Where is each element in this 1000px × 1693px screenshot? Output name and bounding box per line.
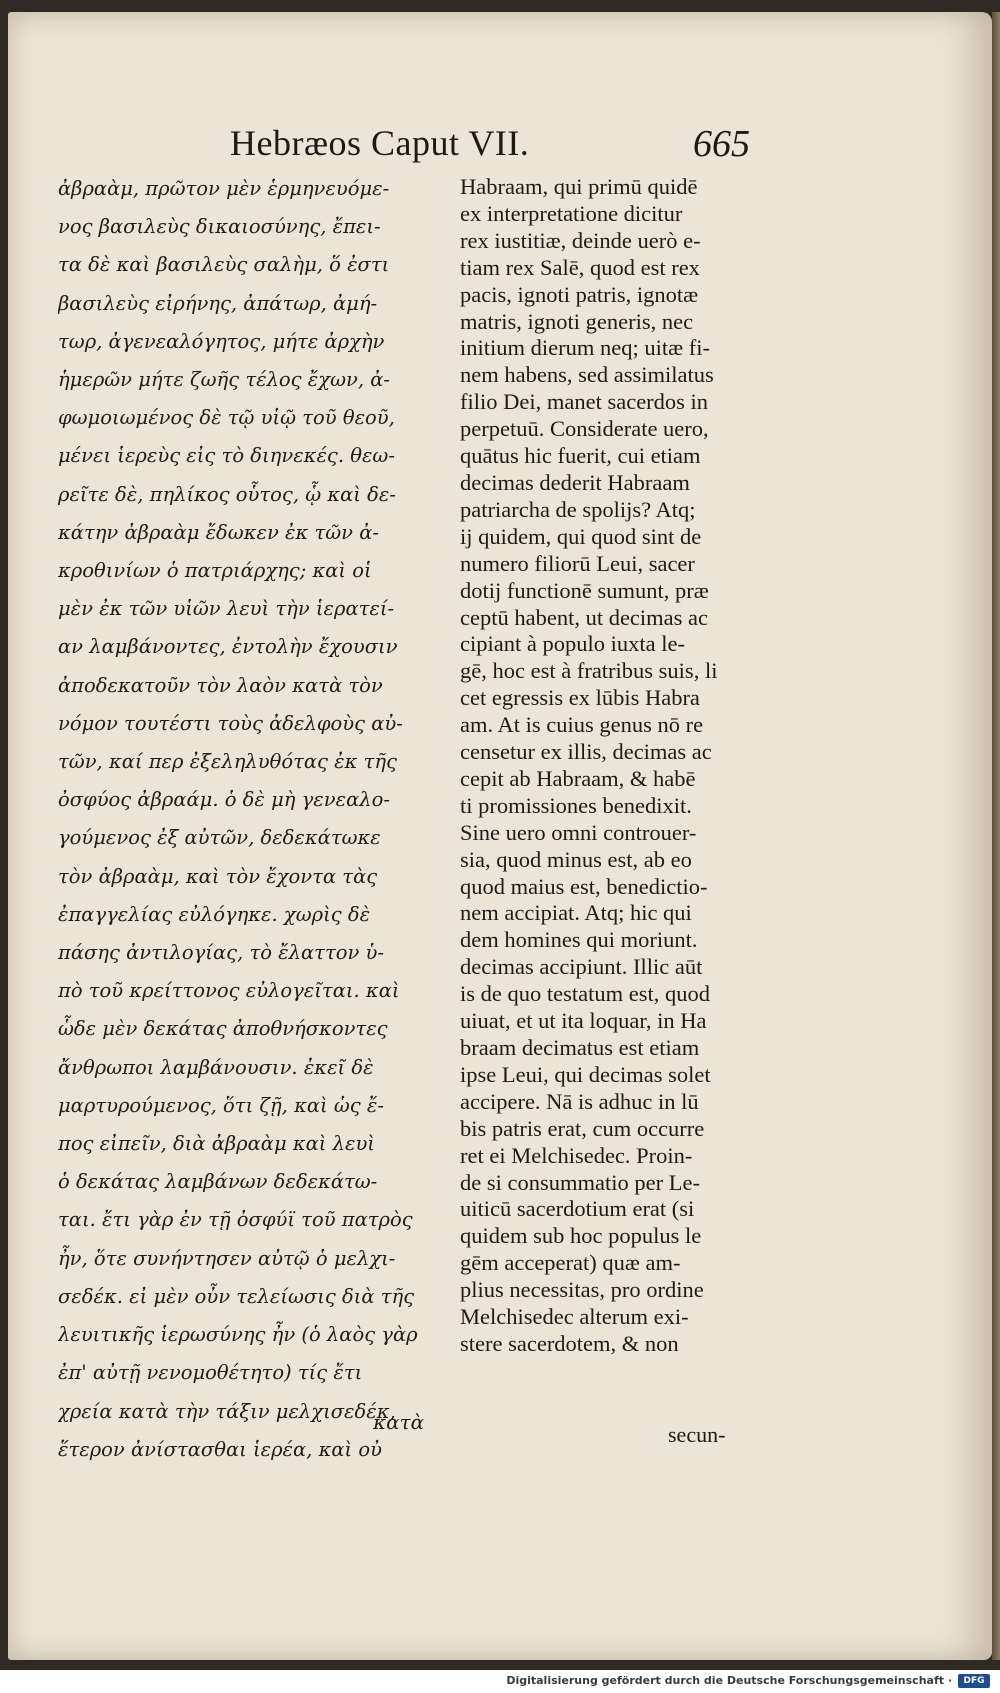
text-line: uiuat, et ut ita loquar, in Ha: [460, 1008, 707, 1034]
text-line: quātus hic fuerit, cui etiam: [460, 443, 701, 469]
text-line: decimas dederit Habraam: [460, 469, 690, 495]
text-line: rex iustitiæ, deinde uerò e-: [460, 227, 701, 253]
text-line: ἀποδεκατοῦν τὸν λαὸν κατὰ τὸν: [58, 673, 383, 697]
greek-catchword: κατὰ: [373, 1410, 425, 1434]
text-line: Sine uero omni controuer-: [460, 819, 697, 845]
text-line: ex interpretatione dicitur: [460, 200, 683, 226]
latin-text-column: [460, 174, 760, 1358]
funding-credit: Digitalisierung gefördert durch die Deutsche Forschungsgemeinschaft ·: [506, 1674, 952, 1687]
text-line: Melchisedec alterum exi-: [460, 1304, 689, 1330]
text-line: ἦν, ὅτε συνήντησεν αὐτῷ ὁ μελχι-: [58, 1246, 396, 1270]
running-title: Hebræos Caput VII.: [230, 123, 530, 163]
text-line: nem accipiat. Atq; hic qui: [460, 900, 692, 926]
text-line: ἡμερῶν μήτε ζωῆς τέλος ἔχων, ἀ-: [58, 368, 390, 392]
greek-text-column: [58, 170, 448, 1469]
text-line: is de quo testatum est, quod: [460, 981, 710, 1007]
page-number: 665: [693, 123, 750, 165]
text-line: cet egressis ex lūbis Habra: [460, 685, 700, 711]
text-line: μαρτυρούμενος, ὅτι ζῇ, καὶ ὡς ἔ-: [58, 1093, 384, 1117]
text-line: σεδέκ. εἰ μὲν οὖν τελείωσις διὰ τῆς: [58, 1284, 415, 1308]
text-line: τὸν ἀβραὰμ, καὶ τὸν ἔχοντα τὰς: [58, 864, 378, 888]
text-line: χρεία κατὰ τὴν τάξιν μελχισεδέκ,: [58, 1399, 396, 1423]
text-line: ἐπ' αὐτῇ νενομοθέτητο) τίς ἔτι: [58, 1361, 363, 1385]
text-line: ἕτερον ἀνίστασθαι ἱερέα, καὶ οὐ: [58, 1437, 382, 1461]
text-line: ὧδε μὲν δεκάτας ἀποθνήσκοντες: [58, 1017, 388, 1041]
text-line: ceptū habent, ut decimas ac: [460, 604, 709, 630]
text-line: πὸ τοῦ κρείττονος εὐλογεῖται. καὶ: [58, 979, 400, 1003]
text-line: ἐπαγγελίας εὐλόγηκε. χωρὶς δὲ: [58, 902, 371, 926]
text-line: quidem sub hoc populus le: [460, 1223, 702, 1249]
text-line: numero filiorū Leui, sacer: [460, 550, 695, 576]
text-line: ipse Leui, qui decimas solet: [460, 1061, 711, 1087]
text-line: μένει ἱερεὺς εἰς τὸ διηνεκές. θεω-: [58, 444, 395, 468]
text-line: αν λαμβάνοντες, ἐντολὴν ἔχουσιν: [58, 635, 398, 659]
text-line: filio Dei, manet sacerdos in: [460, 389, 709, 415]
text-line: decimas accipiunt. Illic aūt: [460, 954, 703, 980]
dfg-logo: DFG: [958, 1674, 990, 1688]
text-line: μὲν ἐκ τῶν υἱῶν λευὶ τὴν ἱερατεί-: [58, 597, 395, 621]
text-line: plius necessitas, pro ordine: [460, 1277, 704, 1303]
text-line: dotij functionē sumunt, præ: [460, 577, 709, 603]
text-line: πος εἰπεῖν, διὰ ἀβραὰμ καὶ λευὶ: [58, 1132, 375, 1156]
text-line: ij quidem, qui quod sint de: [460, 523, 702, 549]
text-line: censetur ex illis, decimas ac: [460, 739, 712, 765]
text-line: dem homines qui moriunt.: [460, 927, 698, 953]
text-line: matris, ignoti generis, nec: [460, 308, 694, 334]
text-line: πάσης ἀντιλογίας, τὸ ἔλαττον ὑ-: [58, 941, 384, 965]
text-line: gēm acceperat) quæ am-: [460, 1250, 681, 1276]
text-line: Habraam, qui primū quidē: [460, 174, 698, 199]
text-line: βασιλεὺς εἰρήνης, ἀπάτωρ, ἀμή-: [58, 291, 378, 315]
text-line: κροθινίων ὁ πατριάρχης; καὶ οἱ: [58, 559, 372, 583]
text-line: cepit ab Habraam, & habē: [460, 765, 696, 791]
text-line: tiam rex Salē, quod est rex: [460, 254, 700, 280]
text-line: gē, hoc est à fratribus suis, li: [460, 658, 718, 684]
text-line: νος βασιλεὺς δικαιοσύνης, ἔπει-: [58, 215, 381, 239]
text-line: sia, quod minus est, ab eo: [460, 846, 692, 872]
text-line: ται. ἔτι γὰρ ἐν τῇ ὀσφύϊ τοῦ πατρὸς: [58, 1208, 413, 1232]
text-line: initium dierum neq; uitæ fi-: [460, 335, 710, 361]
text-line: τωρ, ἀγενεαλόγητος, μήτε ἀρχὴν: [58, 329, 385, 353]
latin-catchword: secun-: [668, 1422, 726, 1447]
text-line: φωμοιωμένος δὲ τῷ υἱῷ τοῦ θεοῦ,: [58, 406, 395, 430]
text-line: ρεῖτε δὲ, πηλίκος οὗτος, ᾧ καὶ δε-: [58, 482, 396, 506]
digitization-footer: [0, 1670, 1000, 1693]
text-line: cipiant à populo iuxta le-: [460, 631, 685, 657]
text-line: ἀβραὰμ, πρῶτον μὲν ἑρμηνευόμε-: [58, 177, 390, 200]
text-line: ἄνθρωποι λαμβάνουσιν. ἐκεῖ δὲ: [58, 1055, 374, 1079]
text-line: ὁ δεκάτας λαμβάνων δεδεκάτω-: [58, 1170, 378, 1194]
text-line: braam decimatus est etiam: [460, 1035, 700, 1060]
text-line: perpetuū. Considerate uero,: [460, 416, 709, 442]
text-line: accipere. Nā is adhuc in lū: [460, 1088, 699, 1114]
text-line: am. At is cuius genus nō re: [460, 712, 704, 738]
text-line: ret ei Melchisedec. Proin-: [460, 1142, 693, 1168]
text-line: κάτην ἀβραὰμ ἔδωκεν ἐκ τῶν ἀ-: [58, 520, 379, 544]
text-line: τῶν, καί περ ἐξεληλυθότας ἐκ τῆς: [58, 750, 398, 774]
text-line: νόμον τουτέστι τοὺς ἀδελφοὺς αὐ-: [58, 711, 403, 735]
text-line: λευιτικῆς ἱερωσύνης ἦν (ὁ λαὸς γὰρ: [58, 1323, 418, 1347]
text-line: bis patris erat, cum occurre: [460, 1115, 705, 1141]
text-line: pacis, ignoti patris, ignotæ: [460, 281, 699, 307]
text-line: ti promissiones benedixit.: [460, 792, 692, 818]
text-line: uiticū sacerdotium erat (si: [460, 1196, 695, 1222]
text-line: patriarcha de spolijs? Atq;: [460, 496, 696, 522]
text-line: quod maius est, benedictio-: [460, 873, 708, 899]
text-line: nem habens, sed assimilatus: [460, 362, 714, 388]
page-edge: [992, 12, 1000, 1660]
page-header: [230, 122, 750, 172]
text-line: τα δὲ καὶ βασιλεὺς σαλὴμ, ὅ ἐστι: [58, 253, 390, 277]
text-line: ὀσφύος ἀβραάμ. ὁ δὲ μὴ γενεαλο-: [58, 788, 390, 812]
text-line: de si consummatio per Le-: [460, 1169, 700, 1195]
book-page: [8, 12, 992, 1660]
text-line: γούμενος ἐξ αὐτῶν, δεδεκάτωκε: [58, 826, 381, 850]
text-line: stere sacerdotem, & non: [460, 1330, 679, 1356]
